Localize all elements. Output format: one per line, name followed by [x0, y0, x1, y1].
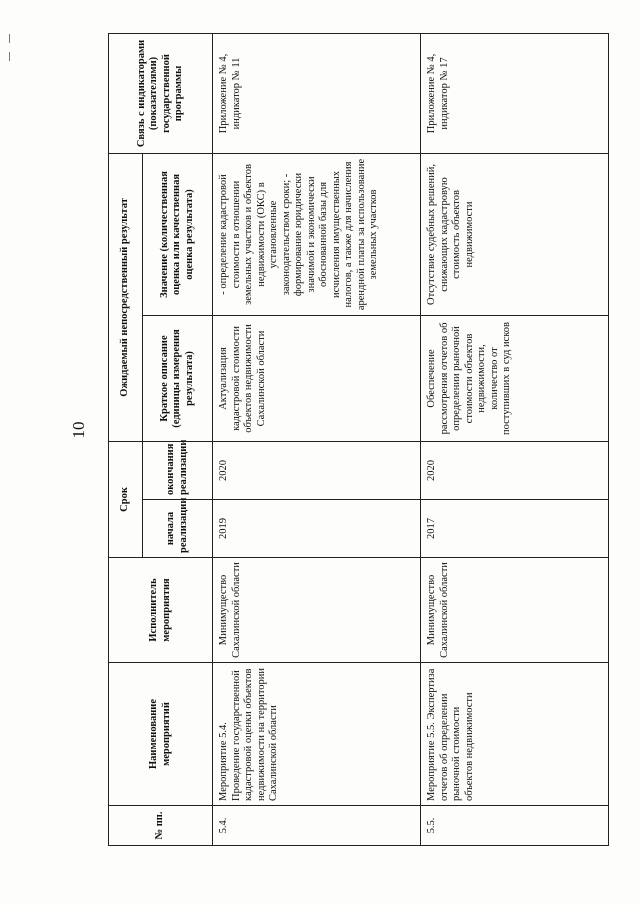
table-row [421, 33, 609, 845]
row-start: 2017 [421, 500, 609, 558]
header-name: Наименование мероприятий [109, 663, 213, 806]
row-executor: Минимущество Сахалинской области [421, 558, 609, 663]
row-name: Мероприятие 5.4. Проведение государственной кадастровой оценки объектов недвижимости на территории Сахалинской области [213, 663, 421, 806]
page-number: 10 [69, 421, 88, 439]
row-value: - определение кадастровой стоимости в отношении земельных участков и объектов недвижимости (ОКС) в установленные законодательством сроки; - формирование юридически значимой и экономически обоснованной базы для исчисления имущественных налогов, а также для начисления арендной платы за использование земельных участков [213, 153, 421, 315]
header-expected: Ожидаемый непосредственный результат [109, 153, 143, 441]
row-end: 2020 [213, 441, 421, 499]
row-link: Приложение № 4, индикатор № 17 [421, 33, 609, 153]
header-value: Значение (количественная оценка или качественная оценка результата) [143, 153, 213, 315]
header-num: № пп. [109, 806, 213, 846]
row-start: 2019 [213, 500, 421, 558]
rotated-table-container [108, 34, 608, 846]
header-link: Связь с индикаторами (показателями) государственной программы [109, 33, 213, 153]
header-term-start: начала реализации [143, 500, 213, 558]
row-executor: Минимущество Сахалинской области [213, 558, 421, 663]
table-row [213, 33, 421, 845]
row-desc: Обеспечение рассмотрения отчетов об определении рыночной стоимости объектов недвижимости, количество от поступивших в суд исков [421, 315, 609, 441]
row-link: Приложение № 4, индикатор № 11 [213, 33, 421, 153]
header-term: Срок [109, 441, 143, 557]
row-value: Отсутствие судебных решений, снижающих кадастровую стоимость объектов недвижимости [421, 153, 609, 315]
row-desc: Актуализация кадастровой стоимости объектов недвижимости Сахалинской области [213, 315, 421, 441]
measures-table [108, 33, 609, 846]
row-num: 5.5. [421, 806, 609, 846]
header-term-end: окончания реализации [143, 441, 213, 499]
header-executor: Исполнитель мероприятия [109, 558, 213, 663]
scan-mark [9, 52, 10, 61]
scan-mark [9, 34, 10, 43]
row-num: 5.4. [213, 806, 421, 846]
header-short-desc: Краткое описание (единицы измерения результата) [143, 315, 213, 441]
row-end: 2020 [421, 441, 609, 499]
row-name: Мероприятие 5.5. Экспертиза отчетов об определении рыночной стоимости объектов недвижимости [421, 663, 609, 806]
